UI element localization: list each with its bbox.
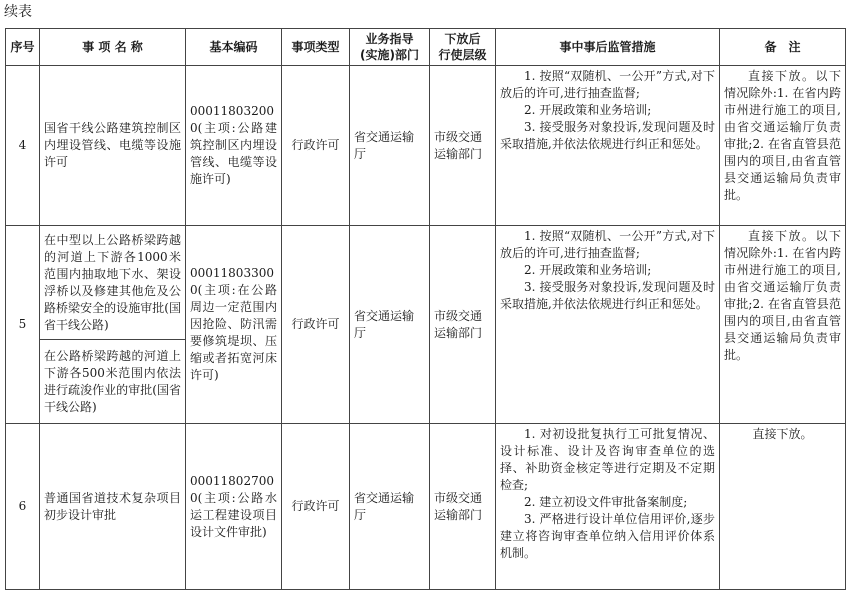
row-code: 000118033000(主项:在公路周边一定范围内因抢险、防汛需要修筑堤坝、压缩或者拓宽河床许可): [186, 226, 282, 424]
table-header-row: [6, 29, 846, 66]
table-row: [6, 226, 846, 340]
table-row: [6, 424, 846, 590]
row-dept: 省交通运输厅: [350, 66, 430, 226]
header-dept-line1: 业务指导: [365, 32, 414, 46]
notes-text: 直接下放。以下情况除外:1. 在省内跨市州进行施工的项目,由省交通运输厅负责审批;2. 在省直管县范围内的项目,由省直管县交通运输局负责审批。: [724, 229, 841, 362]
measure-item: 2. 开展政策和业务培训;: [524, 263, 652, 277]
header-level: [430, 29, 496, 66]
row-notes: [720, 226, 846, 424]
row-type: 行政许可: [282, 226, 350, 424]
row-measures: [496, 424, 720, 590]
row-seq: 5: [6, 226, 40, 424]
row-seq: 6: [6, 424, 40, 590]
row-type: 行政许可: [282, 424, 350, 590]
header-name: 事 项 名 称: [40, 29, 186, 66]
row-notes: [720, 66, 846, 226]
header-type: 事项类型: [282, 29, 350, 66]
row-seq: 4: [6, 66, 40, 226]
header-seq: 序号: [6, 29, 40, 66]
notes-text: 直接下放。以下情况除外:1. 在省内跨市州进行施工的项目,由省交通运输厅负责审批;2. 在省直管县范围内的项目,由省直管县交通运输局负责审批。: [724, 69, 841, 202]
approval-items-table: [5, 28, 846, 590]
row-code: 000118027000(主项:公路水运工程建设项目设计文件审批): [186, 424, 282, 590]
measure-item: 1. 对初设批复执行工可批复情况、设计标准、设计及咨询审查单位的选择、补助资金核定等进行定期及不定期检查;: [500, 427, 715, 492]
row-name: 在中型以上公路桥梁跨越的河道上下游各1000米范围内抽取地下水、架设浮桥以及修建其他危及公路桥梁安全的设施审批(国省干线公路): [40, 226, 186, 340]
table-row: [6, 66, 846, 226]
header-dept: [350, 29, 430, 66]
header-notes: 备 注: [720, 29, 846, 66]
row-level: 市级交通运输部门: [430, 66, 496, 226]
header-measures: 事中事后监管措施: [496, 29, 720, 66]
header-level-line2: 行使层级: [438, 48, 487, 62]
row-dept: 省交通运输厅: [350, 226, 430, 424]
row-notes: [720, 424, 846, 590]
measure-item: 2. 建立初设文件审批备案制度;: [524, 495, 688, 509]
row-type: 行政许可: [282, 66, 350, 226]
measure-item: 2. 开展政策和业务培训;: [524, 103, 652, 117]
notes-text: 直接下放。: [752, 427, 813, 441]
measure-item: 3. 接受服务对象投诉,发现问题及时采取措施,并依法依规进行纠正和惩处。: [500, 280, 715, 311]
row-dept: 省交通运输厅: [350, 424, 430, 590]
row-name-sub: 在公路桥梁跨越的河道上下游各500米范围内依法进行疏浚作业的审批(国省干线公路): [40, 340, 186, 424]
measure-item: 3. 严格进行设计单位信用评价,逐步建立将咨询审查单位纳入信用评价体系机制。: [500, 512, 715, 560]
header-code: 基本编码: [186, 29, 282, 66]
row-measures: [496, 66, 720, 226]
row-measures: [496, 226, 720, 424]
row-name: 国省干线公路建筑控制区内埋设管线、电缆等设施许可: [40, 66, 186, 226]
page-title: 续表: [4, 4, 32, 20]
measure-item: 1. 按照“双随机、一公开”方式,对下放后的许可,进行抽查监督;: [500, 229, 715, 260]
measure-item: 3. 接受服务对象投诉,发现问题及时采取措施,并依法依规进行纠正和惩处。: [500, 120, 715, 151]
header-dept-line2: (实施)部门: [360, 48, 419, 62]
row-level: 市级交通运输部门: [430, 424, 496, 590]
row-level: 市级交通运输部门: [430, 226, 496, 424]
row-name: 普通国省道技术复杂项目初步设计审批: [40, 424, 186, 590]
header-level-line1: 下放后: [444, 32, 481, 46]
row-code: 000118032000(主项:公路建筑控制区内埋设管线、电缆等设施许可): [186, 66, 282, 226]
measure-item: 1. 按照“双随机、一公开”方式,对下放后的许可,进行抽查监督;: [500, 69, 715, 100]
